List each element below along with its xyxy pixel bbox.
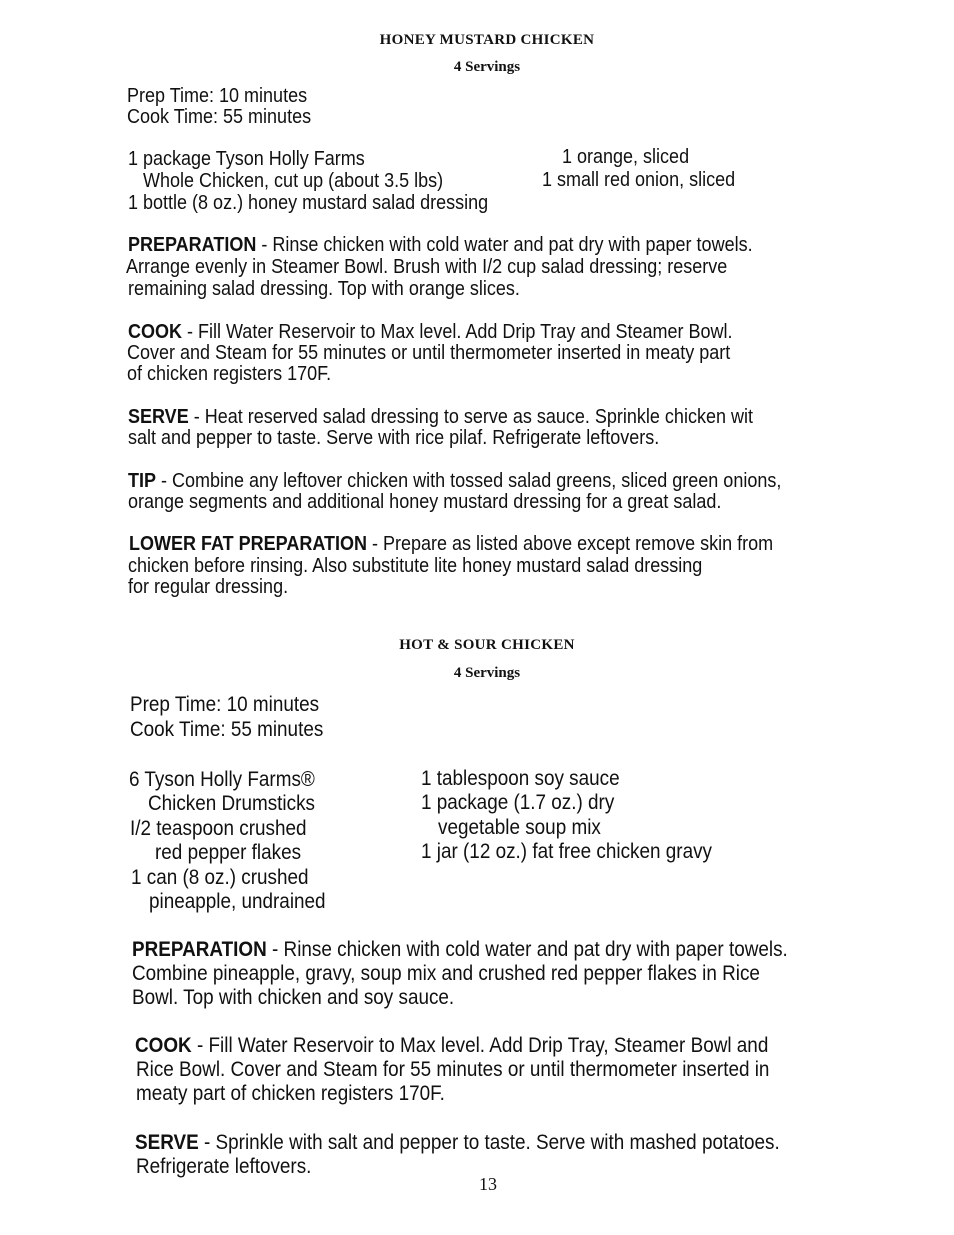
instruction-paragraph: [128, 407, 753, 428]
instruction-line: chicken before rinsing. Also substitute lite honey mustard salad dressing: [128, 555, 703, 577]
instruction-paragraph: [132, 938, 788, 963]
step-text: - Fill Water Reservoir to Max level. Add Drip Tray, Steamer Bowl and: [191, 1034, 769, 1057]
recipe-title: HONEY MUSTARD CHICKEN: [379, 32, 595, 48]
step-label: COOK: [128, 321, 182, 343]
instruction-line: meaty part of chicken registers 170F.: [136, 1082, 445, 1105]
recipe-title: HOT & SOUR CHICKEN: [399, 637, 575, 653]
ingredient-line: 1 tablespoon soy sauce: [421, 767, 620, 790]
ingredient-line: 1 can (8 oz.) crushed: [131, 866, 309, 889]
instruction-paragraph: [128, 322, 733, 343]
instruction-line: Refrigerate leftovers.: [136, 1155, 312, 1178]
step-label: LOWER FAT PREPARATION: [129, 533, 367, 555]
ingredient-line: 1 bottle (8 oz.) honey mustard salad dressing: [128, 192, 489, 214]
ingredient-line: 1 small red onion, sliced: [542, 169, 736, 191]
step-text: - Heat reserved salad dressing to serve as sauce. Sprinkle chicken wit: [188, 406, 753, 428]
cook-time: Cook Time: 55 minutes: [130, 718, 324, 741]
step-text: - Rinse chicken with cold water and pat dry with paper towels.: [256, 234, 753, 256]
step-text: - Rinse chicken with cold water and pat dry with paper towels.: [266, 938, 788, 961]
ingredient-line: vegetable soup mix: [438, 816, 601, 839]
instruction-line: of chicken registers 170F.: [127, 363, 332, 385]
servings-label: 4 Servings: [453, 59, 521, 75]
instruction-paragraph: [129, 534, 773, 555]
servings-label: 4 Servings: [453, 665, 521, 681]
step-label: PREPARATION: [128, 234, 257, 256]
prep-time: Prep Time: 10 minutes: [130, 693, 320, 716]
ingredient-line: Whole Chicken, cut up (about 3.5 lbs): [143, 170, 444, 192]
instruction-line: salt and pepper to taste. Serve with rice pilaf. Refrigerate leftovers.: [128, 427, 660, 449]
step-label: SERVE: [128, 406, 189, 428]
step-text: - Fill Water Reservoir to Max level. Add Drip Tray and Steamer Bowl.: [182, 321, 733, 343]
instruction-paragraph: [135, 1131, 780, 1156]
instruction-line: Combine pineapple, gravy, soup mix and crushed red pepper flakes in Rice: [132, 962, 760, 985]
cook-time: Cook Time: 55 minutes: [127, 106, 312, 128]
ingredient-line: Chicken Drumsticks: [148, 792, 315, 815]
instruction-line: Rice Bowl. Cover and Steam for 55 minutes or until thermometer inserted in: [136, 1058, 770, 1081]
instruction-line: Bowl. Top with chicken and soy sauce.: [132, 986, 455, 1009]
instruction-line: orange segments and additional honey mustard dressing for a great salad.: [128, 491, 722, 513]
ingredient-line: 1 jar (12 oz.) fat free chicken gravy: [421, 840, 712, 863]
step-label: SERVE: [135, 1131, 199, 1154]
step-text: - Prepare as listed above except remove skin from: [366, 533, 774, 555]
ingredient-line: 1 package Tyson Holly Farms: [128, 148, 365, 170]
step-label: TIP: [128, 470, 157, 492]
ingredient-line: 1 orange, sliced: [562, 146, 690, 168]
instruction-line: for regular dressing.: [128, 576, 289, 598]
instruction-line: Arrange evenly in Steamer Bowl. Brush with I/2 cup salad dressing; reserve: [126, 256, 728, 278]
instruction-line: Cover and Steam for 55 minutes or until thermometer inserted in meaty part: [127, 342, 731, 364]
step-label: COOK: [135, 1034, 192, 1057]
step-label: PREPARATION: [132, 938, 267, 961]
instruction-paragraph: [128, 235, 753, 256]
ingredient-line: 1 package (1.7 oz.) dry: [421, 791, 615, 814]
step-text: - Sprinkle with salt and pepper to taste. Serve with mashed potatoes.: [198, 1131, 780, 1154]
instruction-paragraph: [135, 1034, 768, 1059]
ingredient-line: 6 Tyson Holly Farms®: [129, 768, 315, 791]
ingredient-line: red pepper flakes: [155, 841, 302, 864]
ingredient-line: I/2 teaspoon crushed: [130, 817, 307, 840]
ingredient-line: pineapple, undrained: [149, 890, 326, 913]
step-text: - Combine any leftover chicken with tossed salad greens, sliced green onions,: [156, 470, 782, 492]
prep-time: Prep Time: 10 minutes: [127, 85, 308, 107]
instruction-line: remaining salad dressing. Top with orange slices.: [128, 278, 520, 300]
instruction-paragraph: [128, 471, 781, 492]
page-number: 13: [479, 1174, 497, 1194]
